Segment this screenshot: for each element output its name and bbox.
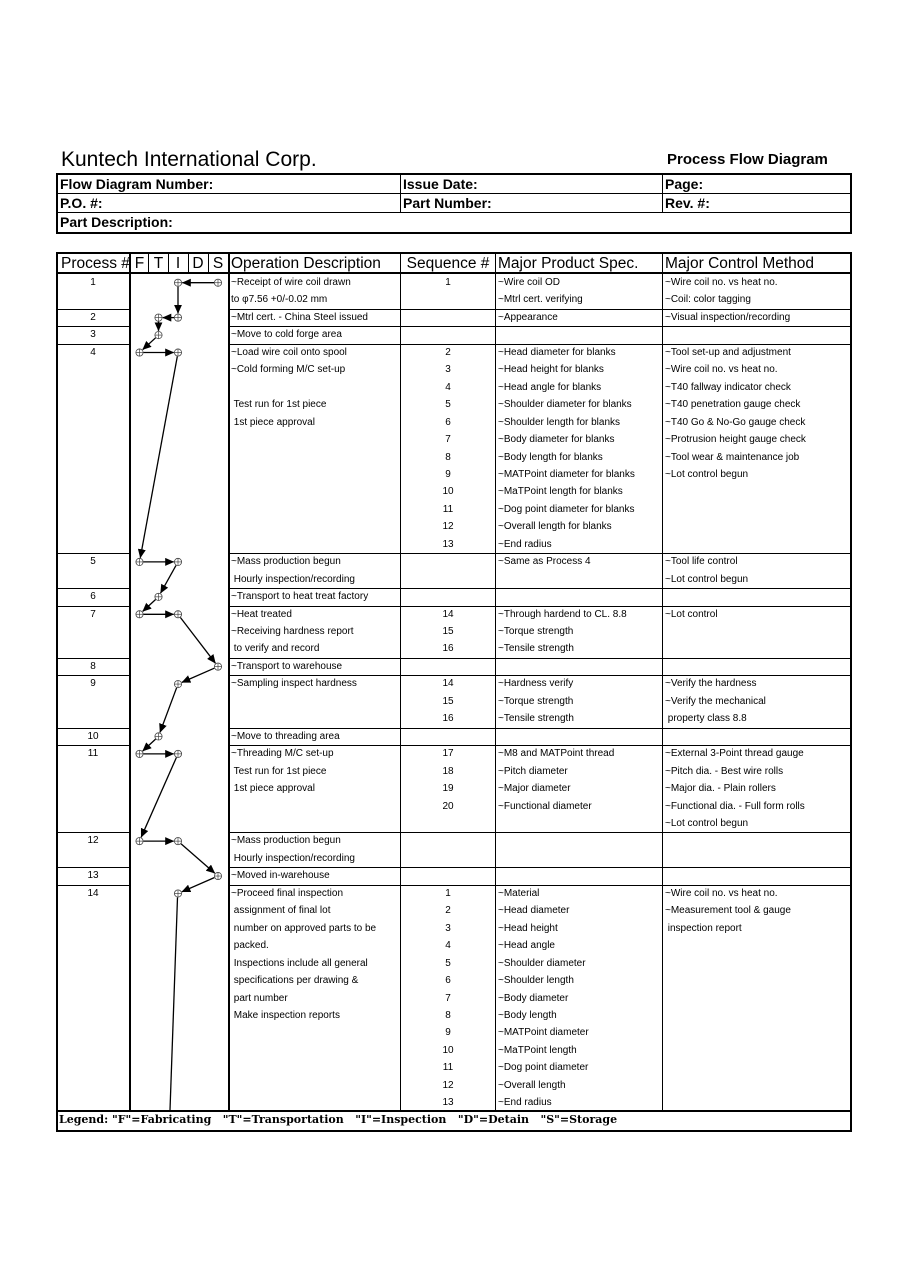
sequence-number: 4 xyxy=(445,381,451,393)
flow-symbol-t xyxy=(155,314,162,321)
process-number: 9 xyxy=(90,678,96,690)
sequence-number: 13 xyxy=(442,1097,454,1109)
rev-label: Rev. #: xyxy=(665,195,710,211)
flow-symbol-t xyxy=(155,593,162,600)
spec-text: ~Major diameter xyxy=(498,783,571,795)
control-text: ~Lot control xyxy=(665,608,718,620)
control-text: ~Protrusion height gauge check xyxy=(665,434,806,445)
col-header-i: I xyxy=(175,255,181,272)
sequence-number: 9 xyxy=(445,1027,451,1039)
operation-text: Hourly inspection/recording xyxy=(231,852,355,864)
spec-text: ~MATPoint diameter for blanks xyxy=(498,468,635,480)
flow-symbol-f xyxy=(136,349,143,356)
flow-symbol-f xyxy=(136,750,143,757)
operation-text: ~Transport to warehouse xyxy=(231,660,343,672)
flow-symbol-i xyxy=(174,279,181,286)
sequence-number: 5 xyxy=(445,399,451,411)
operation-text: to φ7.56 +0/-0.02 mm xyxy=(231,294,328,306)
control-text: ~Pitch dia. - Best wire rolls xyxy=(665,765,784,777)
col-header-spec: Major Product Spec. xyxy=(498,255,639,272)
control-text: ~Tool life control xyxy=(665,556,738,568)
sequence-number: 16 xyxy=(442,643,454,655)
spec-text: ~End radius xyxy=(498,538,552,550)
sequence-number: 12 xyxy=(442,1079,454,1091)
control-text: ~Wire coil no. vs heat no. xyxy=(665,277,778,288)
col-header-operation: Operation Description xyxy=(231,255,381,272)
operation-text: Test run for 1st piece xyxy=(231,399,327,411)
spec-text: ~Shoulder diameter xyxy=(498,957,586,969)
sequence-number: 1 xyxy=(445,887,451,899)
sequence-number: 15 xyxy=(442,626,454,637)
spec-text: ~Appearance xyxy=(498,311,558,323)
operation-text: ~Receipt of wire coil drawn xyxy=(231,277,351,288)
spec-text: ~Head angle xyxy=(498,940,555,952)
sequence-number: 8 xyxy=(445,1009,451,1021)
spec-text: ~Overall length for blanks xyxy=(498,521,612,533)
sequence-number: 6 xyxy=(445,416,451,428)
control-text: ~Measurement tool & gauge xyxy=(665,905,791,917)
spec-text: ~End radius xyxy=(498,1097,552,1109)
control-text: inspection report xyxy=(665,922,742,934)
process-number: 11 xyxy=(87,748,99,760)
flow-symbol-i xyxy=(174,314,181,321)
flow-arrow xyxy=(182,668,214,682)
page-label: Page: xyxy=(665,176,704,192)
legend: Legend: "F"=Fabricating "T"=Transportation "I"=Inspection "D"=Detain "S"=Storage xyxy=(59,1113,618,1126)
sequence-number: 7 xyxy=(445,992,451,1004)
flow-symbol-f xyxy=(136,838,143,845)
operation-text: ~Load wire coil onto spool xyxy=(231,346,347,358)
spec-text: ~Body diameter for blanks xyxy=(498,434,615,445)
control-text: ~Verify the mechanical xyxy=(665,695,766,707)
spec-text: ~Overall length xyxy=(498,1079,566,1091)
spec-text: ~Functional diameter xyxy=(498,800,592,812)
sequence-number: 14 xyxy=(442,678,454,690)
sequence-number: 5 xyxy=(445,957,451,969)
operation-text: ~Cold forming M/C set-up xyxy=(231,364,346,376)
process-number: 4 xyxy=(90,346,96,358)
spec-text: ~Head height xyxy=(498,922,558,934)
control-text: ~Major dia. - Plain rollers xyxy=(665,783,776,795)
flow-arrow xyxy=(182,878,214,892)
spec-text: ~Body diameter xyxy=(498,992,569,1004)
spec-text: ~Wire coil OD xyxy=(498,277,560,288)
spec-text: ~Body length xyxy=(498,1009,557,1021)
spec-text: ~Through hardend to CL. 8.8 xyxy=(498,608,627,620)
sequence-number: 15 xyxy=(442,695,454,707)
operation-text: to verify and record xyxy=(231,643,320,655)
sequence-number: 8 xyxy=(445,451,451,463)
flow-symbol-i xyxy=(174,611,181,618)
flow-arrow xyxy=(181,844,215,873)
operation-text: ~Heat treated xyxy=(231,608,292,620)
flow-arrow xyxy=(161,565,176,593)
operation-text: number on approved parts to be xyxy=(231,922,377,934)
col-header-t: T xyxy=(153,255,164,272)
operation-text: ~Move to threading area xyxy=(231,730,340,742)
operation-text: Test run for 1st piece xyxy=(231,765,327,777)
flow-arrow xyxy=(143,600,156,612)
spec-text: ~Tensile strength xyxy=(498,713,574,725)
control-text: ~T40 penetration gauge check xyxy=(665,399,801,411)
operation-text: Make inspection reports xyxy=(231,1009,340,1021)
sequence-number: 6 xyxy=(445,975,451,986)
operation-text: ~Sampling inspect hardness xyxy=(231,678,357,690)
control-text: ~Coil: color tagging xyxy=(665,294,751,306)
spec-text: ~Same as Process 4 xyxy=(498,556,591,568)
operation-text: part number xyxy=(231,992,288,1004)
process-number: 12 xyxy=(87,835,99,847)
issue-date-label: Issue Date: xyxy=(403,176,478,192)
sequence-number: 9 xyxy=(445,468,451,480)
document-title: Process Flow Diagram xyxy=(667,151,828,168)
process-number: 13 xyxy=(87,870,99,882)
spec-text: ~Dog point diameter for blanks xyxy=(498,503,635,515)
sequence-number: 4 xyxy=(445,940,451,952)
spec-text: ~Dog point diameter xyxy=(498,1062,589,1074)
sequence-number: 3 xyxy=(445,364,451,376)
part-number-label: Part Number: xyxy=(403,195,492,211)
spec-text: ~Hardness verify xyxy=(498,678,574,690)
flow-arrow xyxy=(141,758,176,838)
sequence-number: 11 xyxy=(442,503,454,515)
flow-symbol-s xyxy=(214,663,221,670)
control-text: ~Tool wear & maintenance job xyxy=(665,451,800,463)
flow-symbol-f xyxy=(136,611,143,618)
operation-text: specifications per drawing & xyxy=(231,975,359,986)
spec-text: ~Head diameter xyxy=(498,905,570,917)
sequence-number: 10 xyxy=(442,486,454,498)
flow-symbol-s xyxy=(214,279,221,286)
operation-text: ~Move to cold forge area xyxy=(231,329,342,341)
spec-text: ~Tensile strength xyxy=(498,643,574,655)
spec-text: ~Shoulder length for blanks xyxy=(498,416,621,428)
flow-symbol-i xyxy=(174,890,181,897)
flow-symbol-i xyxy=(174,558,181,565)
spec-text: ~M8 and MATPoint thread xyxy=(498,748,615,760)
sequence-number: 19 xyxy=(442,783,454,795)
control-text: ~Verify the hardness xyxy=(665,678,757,690)
process-number: 8 xyxy=(90,660,96,672)
spec-text: ~MATPoint diameter xyxy=(498,1027,589,1039)
operation-text: ~Mass production begun xyxy=(231,835,341,847)
sequence-number: 10 xyxy=(442,1044,454,1056)
col-header-sequence: Sequence # xyxy=(406,255,490,272)
operation-text: ~Transport to heat treat factory xyxy=(231,591,369,603)
col-header-process: Process # xyxy=(61,255,130,272)
operation-text: Inspections include all general xyxy=(231,957,368,969)
process-number: 6 xyxy=(90,591,96,603)
spec-text: ~MaTPoint length for blanks xyxy=(498,486,623,498)
operation-text: ~Mass production begun xyxy=(231,556,341,568)
process-number: 14 xyxy=(87,887,99,899)
process-number: 5 xyxy=(90,556,96,568)
spec-text: ~Head diameter for blanks xyxy=(498,346,616,358)
operation-text: ~Threading M/C set-up xyxy=(231,748,334,760)
control-text: ~Lot control begun xyxy=(665,573,749,585)
control-text: ~Functional dia. - Full form rolls xyxy=(665,800,805,812)
operation-text: 1st piece approval xyxy=(231,416,315,428)
control-text: ~T40 Go & No-Go gauge check xyxy=(665,416,806,428)
sequence-number: 3 xyxy=(445,922,451,934)
col-header-s: S xyxy=(212,255,224,272)
process-number: 2 xyxy=(90,311,96,323)
sequence-number: 12 xyxy=(442,521,454,533)
operation-text: ~Moved in-warehouse xyxy=(231,870,330,882)
flow-arrow xyxy=(143,739,156,751)
sequence-number: 2 xyxy=(445,346,451,358)
control-text: ~External 3-Point thread gauge xyxy=(665,748,804,760)
sequence-number: 16 xyxy=(442,713,454,725)
sequence-number: 1 xyxy=(445,277,451,288)
operation-text: assignment of final lot xyxy=(231,905,331,917)
flow-symbol-i xyxy=(174,750,181,757)
process-number: 7 xyxy=(90,608,96,620)
spec-text: ~Torque strength xyxy=(498,626,574,637)
spec-text: ~Pitch diameter xyxy=(498,765,568,777)
flow-arrow xyxy=(160,688,177,733)
spec-text: ~Material xyxy=(498,887,540,899)
flow-diagram-number-label: Flow Diagram Number: xyxy=(60,176,214,192)
control-text: ~Wire coil no. vs heat no. xyxy=(665,887,778,899)
spec-text: ~MaTPoint length xyxy=(498,1044,577,1056)
operation-text: Hourly inspection/recording xyxy=(231,573,355,585)
flow-symbol-i xyxy=(174,838,181,845)
operation-text: ~Proceed final inspection xyxy=(231,887,344,899)
sequence-number: 13 xyxy=(442,538,454,550)
control-text: property class 8.8 xyxy=(665,713,747,725)
flow-end-line xyxy=(170,897,178,1110)
company-name: Kuntech International Corp. xyxy=(61,148,317,171)
col-header-control: Major Control Method xyxy=(665,255,815,272)
spec-text: ~Head angle for blanks xyxy=(498,381,602,393)
sequence-number: 18 xyxy=(442,765,454,777)
sequence-number: 7 xyxy=(445,434,451,445)
control-text: ~Lot control begun xyxy=(665,468,749,480)
spec-text: ~Torque strength xyxy=(498,695,574,707)
flow-symbol-i xyxy=(174,349,181,356)
operation-text: 1st piece approval xyxy=(231,783,315,795)
process-number: 10 xyxy=(87,730,99,742)
sequence-number: 11 xyxy=(442,1062,454,1074)
flow-symbol-t xyxy=(155,733,162,740)
flow-arrow xyxy=(143,338,156,350)
spec-text: ~Mtrl cert. verifying xyxy=(498,294,583,306)
spec-text: ~Shoulder diameter for blanks xyxy=(498,399,632,411)
spec-text: ~Head height for blanks xyxy=(498,364,604,376)
process-number: 3 xyxy=(90,329,96,341)
sequence-number: 14 xyxy=(442,608,454,620)
spec-text: ~Shoulder length xyxy=(498,975,574,986)
operation-text: ~Mtrl cert. - China Steel issued xyxy=(231,311,368,323)
sequence-number: 17 xyxy=(442,748,454,760)
part-description-label: Part Description: xyxy=(60,214,173,230)
col-header-d: D xyxy=(192,255,204,272)
sequence-number: 2 xyxy=(445,905,451,917)
flow-arrow xyxy=(140,357,177,558)
po-label: P.O. #: xyxy=(60,195,103,211)
flow-symbol-i xyxy=(174,680,181,687)
operation-text: packed. xyxy=(231,940,269,952)
control-text: ~Visual inspection/recording xyxy=(665,311,791,323)
control-text: ~Wire coil no. vs heat no. xyxy=(665,364,778,376)
operation-text: ~Receiving hardness report xyxy=(231,626,354,637)
control-text: ~Lot control begun xyxy=(665,818,749,829)
flow-symbol-t xyxy=(155,331,162,338)
flow-symbol-f xyxy=(136,558,143,565)
control-text: ~Tool set-up and adjustment xyxy=(665,346,791,358)
sequence-number: 20 xyxy=(442,800,454,812)
control-text: ~T40 fallway indicator check xyxy=(665,381,791,393)
flow-arrow xyxy=(180,618,215,664)
flow-symbol-s xyxy=(214,872,221,879)
process-number: 1 xyxy=(90,277,96,288)
col-header-f: F xyxy=(134,255,145,272)
spec-text: ~Body length for blanks xyxy=(498,451,603,463)
